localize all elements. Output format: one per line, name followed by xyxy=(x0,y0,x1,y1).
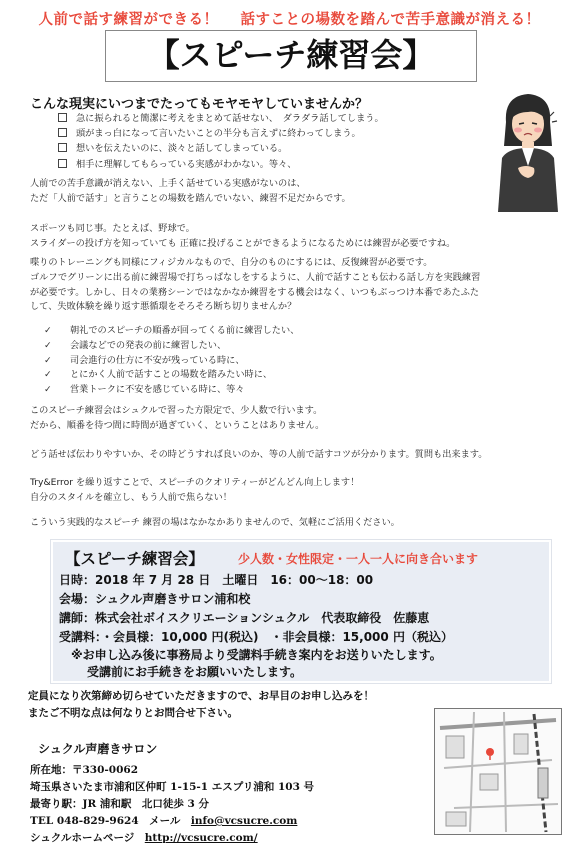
checkmark-icon: ✓ xyxy=(44,325,52,336)
address-label: 所在地：〒330-0062 xyxy=(30,764,138,776)
problem-item: 相手に理解してもらっている実感がわかない。等々、 xyxy=(58,157,384,172)
checkbox-icon xyxy=(58,113,67,122)
paragraph-tips: どう話せば伝わりやすいか、その時どうすれば良いのか、等の人前で話すコツが分かります。質問も出来ます。 xyxy=(30,449,488,460)
checkmark-icon: ✓ xyxy=(44,384,52,396)
paragraph-training: 喋りのトレーニングも同様にフィジカルなもので、自分のものにするには、反復練習が必要です。 ゴルフでグリーンに出る前に練習場で打ちっぱなしをするように、人前で話すことも伝わる話し方を実践練習 が必要です。しかし、日々の業務シーンではなかなか練習をする機会はなく、いつもぶっつけ本番であたふた して、失敗体験を繰り返す悪循環をそろそろ断ち切りませんか？ xyxy=(30,257,481,313)
event-date: 日時：2018 年 7 月 28 日 土曜日 16：00～18：00 xyxy=(59,573,374,587)
paragraph-small-group: このスピーチ練習会はシュクルで習った方限定で、少人数で行います。 だから、順番を待つ間に時間が過ぎていく、ということはありません。 xyxy=(30,405,325,431)
tagline-right: 話すことの場数を踏んで苦手意識が消える！ xyxy=(240,12,541,28)
address: 埼玉県さいたま市浦和区仲町 1-15-1 エスプリ浦和 103 号 xyxy=(30,781,315,793)
event-note: ※お申し込み後に事務局より受講料手続き案内をお送りいたします。 xyxy=(71,648,442,662)
problem-item: 頭がまっ白になって言いたいことの半分も言えずに終わってしまう。 xyxy=(58,126,384,141)
salon-name: シュクル声磨きサロン xyxy=(38,742,158,756)
email-link[interactable]: info@vcsucre.com xyxy=(190,815,298,827)
homepage-label: シュクルホームページ xyxy=(30,832,135,844)
main-title: 【スピーチ練習会】 xyxy=(105,30,477,82)
access-map xyxy=(434,708,562,835)
occasion-item: ✓ とにかく人前で話すことの場数を踏みたい時に、 xyxy=(44,368,299,383)
homepage-line xyxy=(30,830,258,845)
paragraph-sports: スポーツも同じ事。たとえば、野球で。 スライダーの投げ方を知っていても 正確に投げることができるようになるためには練習が必要ですね。 xyxy=(30,223,456,249)
event-venue: 会場：シュクル声磨きサロン浦和校 xyxy=(59,592,251,606)
notice: 定員になり次第締め切らせていただきますので、お早目のお申し込みを！ またご不明な点は何なりとお問合せ下さい。 xyxy=(28,690,374,719)
event-title: 【スピーチ練習会】 xyxy=(65,550,204,568)
paragraph-invite: こういう実践的なスピーチ 練習の場はなかなかありませんので、気軽にご活用ください。 xyxy=(30,517,400,528)
homepage-link[interactable]: http://vcsucre.com/ xyxy=(144,832,258,844)
checkbox-icon xyxy=(58,159,67,168)
tagline-left: 人前で話す練習ができる！ xyxy=(38,12,219,28)
checkmark-icon: ✓ xyxy=(44,339,52,351)
nearest-station: 最寄り駅：JR 浦和駅 北口徒歩 3 分 xyxy=(30,798,209,810)
contact-line xyxy=(30,813,297,828)
problem-item: 想いを伝えたいのに、淡々と話してしまっている。 xyxy=(58,141,384,156)
tel: TEL 048-829-9624 メール xyxy=(30,815,181,827)
problem-list xyxy=(58,111,384,172)
tagline xyxy=(0,8,579,29)
checkmark-icon: ✓ xyxy=(44,354,52,366)
occasion-item: ✓ 朝礼でのスピーチの順番が回ってくる前に練習したい、 xyxy=(44,324,299,339)
occasion-item: ✓ 営業トークに不安を感じている時に、等々 xyxy=(44,383,299,398)
occasion-item: ✓ 司会進行の仕方に不安が残っている時に、 xyxy=(44,354,299,369)
paragraph-try-error: Try&Error を繰り返すことで、スピーチのクオリティーがどんどん向上します！ 自分のスタイルを確立し、もう人前で焦らない！ xyxy=(30,477,360,503)
checkmark-icon: ✓ xyxy=(44,369,52,381)
checkbox-icon xyxy=(58,143,67,152)
occasion-item: ✓ 会議などでの発表の前に練習したい、 xyxy=(44,339,299,354)
event-lecturer: 講師：株式会社ボイスクリエーションシュクル 代表取締役 佐藤恵 xyxy=(59,611,430,625)
headline: こんな現実にいつまでたってもモヤモヤしていませんか？ xyxy=(30,97,369,112)
event-note: 受講前にお手続きをお願いいたします。 xyxy=(87,665,303,679)
event-info-box xyxy=(51,540,551,683)
checkbox-icon xyxy=(58,128,67,137)
event-subtitle: 少人数・女性限定・一人一人に向き合います xyxy=(238,552,479,566)
paragraph-reason: 人前での苦手意識が消えない、上手く話せている実感がないのは、 ただ「人前で話す」と言うことの場数を踏んでいない、練習不足だからです。 xyxy=(30,178,351,204)
problem-item: 急に振られると簡潔に考えをまとめて話せない、 ダラダラ話してしまう。 xyxy=(58,111,384,126)
occasion-list xyxy=(44,324,299,398)
event-fee: 受講料：・会員様：10,000 円(税込) ・非会員様：15,000 円（税込） xyxy=(59,630,453,644)
